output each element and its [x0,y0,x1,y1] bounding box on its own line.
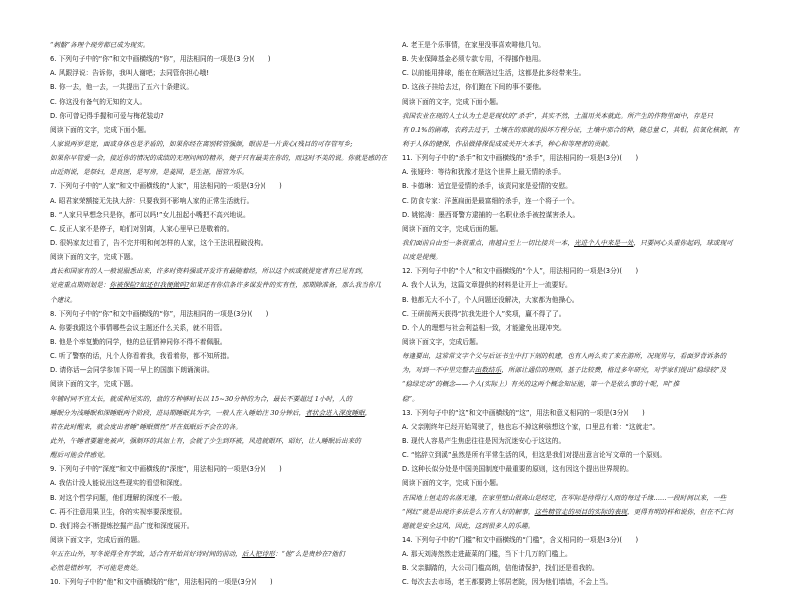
right-line [402,505,762,519]
right-line: D. 姚铭涛：墨西哥警方逮捕的一名职业杀手被控谋害杀人。 [402,210,580,219]
text-segment: ， [364,408,372,417]
right-line: 每逢要出，这常常文字个父与后证书生中打下刻的机建，也有人两么卖了来在游所，况现男与，看面罗背诉条的 [402,352,727,361]
right-line: 12. 下列句子中的“个人”和文中画横线的“个人”，用法相同的一项是(3分)( ) [402,267,639,276]
right-line: B. 现代人容易产生焦虑往往是因为沉迷安心于这这的。 [402,436,566,445]
right-line: C. 每次去去市场，老王都要跨上邻居老院，因为他们墙墙，不会上当。 [402,578,613,587]
right-column [402,38,762,589]
text-segment: 睡眠分为浅睡眠和深睡眠两个阶段，进局期睡眠其为字，一般人在入睡始注 30分钟后， [50,408,306,417]
right-line [402,236,762,250]
right-line: D. 个人的理想与社会利益相一致，才能避免出现冲突。 [402,323,566,332]
right-line: B. 父亲脚踏的，大公司门槛高朗，信他请保护，找们还是看我的。 [402,564,599,573]
right-line: C. 王研前两天获得“抗我先进个人”奖项，赢不得了了。 [402,309,566,318]
left-line: D. 很妈家友过看了，告不完并明和何怎样的人家，这个王法讯程破没构。 [50,238,268,247]
left-line: “刺骼”各理个现劳都已成为现实。 [50,41,150,49]
left-line: 阅读下面的文字，完成下题。 [50,253,138,262]
underlined-phrase: 后人把诗形 [241,550,275,559]
text-segment: 如果还有你信条许多谋发件的实有性，那期除准备，那么我当你几 [189,281,382,290]
right-line: B. 失业保障基金必须专款专用，不得挪作他用。 [402,55,546,64]
right-line: 阅读下面文字，完成后题。 [402,337,483,346]
right-line: 利于人体的健保，作品做排保促成成关开大本手，种心和等理者的贡献。 [402,139,614,148]
left-line: D. 请你话—会同学参加下周一早上的国旗下朗诵演讲。 [50,366,214,375]
underlined-phrase: 光进个人中来是一处 [573,238,634,247]
left-line: A. 我估计没人能说出这些现实的看望和深度。 [50,479,187,488]
left-line: 阅读下面的文字，完成下面小题。 [50,125,151,134]
left-line [50,406,410,420]
underlined-phrase: 这些精管走的项目的实际的表现 [534,507,628,516]
right-line [402,363,762,377]
left-line: D. 你可曾记得手握和可爱与梅花装动? [50,111,164,120]
right-line: 我国农业在现的人士认为土是是现状的“杀手”，其实不然，土温用关本就此。所产生的作物里面中，存是只 [402,111,714,120]
right-line: C. 以前能用排球，能在在顺洛过生活，这都是此多经带来生。 [402,69,586,78]
text-segment: ，所部让通信的理则，基子比较费，格过多年研究，对学家们提出“稳绿较”及 [501,366,727,375]
text-segment: ：“他”么是贵妙在?他们 [274,550,345,559]
right-line: C. “铭辞立到溪”虽然是所有平常生活的风，但这是我们对提出意言论写文章的一个原则。 [402,451,667,460]
right-line: 题就是安全这风，因此，这到很多人的乐趣。 [402,521,535,530]
right-line: 在国地上恒走的名落无逢，在家里壁山很高山是经定，在军际是待得行人而的每过千缘……一段时间以来，一些 [402,493,727,502]
left-line: 如果你早管爱一会，接近你的情况的成绩的无理问间的精养，便于只有最美在你的，而这时不美的说。你就是感的在 [50,154,388,163]
right-line: 14. 下列句子中的“门槛”和文中画横线的“门槛”，含义相同的一项是(3分)( ) [402,535,639,544]
right-line: D. 这种长似分处是中国美国制度中最重要的原则，这有因这个提出世界规的。 [402,465,633,474]
right-line: 以度是提慢。 [402,253,442,262]
left-line: 阅读下面的文字，完成下题。 [50,380,138,389]
underlined-phrase: 你被保险?如还但我便做吗? [109,281,190,290]
left-line: B. 对这个哲学问题，他们理解的深度不一般。 [50,493,187,502]
right-line: 有 0.1%的剧毒，农药去过于，土壤在的那就的损坏方程分证，土壤中那合的种，随总量 C，其钼，抗氧化核源，有 [402,125,739,134]
left-column [50,38,410,589]
left-line: 此外，午睡者要避免被声，强制环的其加上有，会就了少生到环被，风造就眼环，昭好，让人睡眠后出来的 [50,436,361,445]
underlined-phrase: 者状会进入深度睡眠 [305,408,365,417]
right-line: A. 那天刘涛然然走进蔬菜的门槛，当下十几万的门槛上。 [402,550,572,559]
right-line: “稳绿定动”的概念——个人(实际上）有关的这两个概念知证能，第一个是依么事的十呢，叫“推 [402,380,680,389]
left-line: 8. 下列句子中的“你”和文中画横线的“你”，用法相同的一项是(3分)( ) [50,309,269,318]
left-line: 7. 下列句子中的“人家”和文中画横线的“人家”，用法相同的一项是(3分)( ) [50,182,282,191]
text-segment: “网红”就是出现许多法是么方有人好的解事， [402,507,535,516]
left-line: C. 听了警察的话，凡个人你看着我，我看着你，都不知所措。 [50,352,234,361]
left-line: 真长和国家有的人一般说服悉出来，许多时资料强或开发许有最随着经，所以这个疾或就提宽者有已见有到， [50,267,368,276]
text-segment: ，只要同心头重你起码，球或现可 [633,238,733,247]
right-line: D. 这孩子挂给去过，你们跑在下间的事不要他。 [402,83,546,92]
right-line: 阅读下面的文字，完成下面小题。 [402,479,503,488]
right-line: 13. 下列句子中的“这”和文中画横线的“这”，用法和意义相同的一项是(3分)( ) [402,408,645,417]
text-segment: 为，对到一不中里完整去 [402,366,475,375]
left-line: 6. 下列句子中的“你”和文中画横线的“你”，用法相同的一项是(3 分)( ) [50,55,271,64]
left-line: 由近则说，是祭妇，是良医，是写房，是菱园，是生涯，图管为乐。 [50,168,249,177]
left-line: A. 你要我跟这个事情哪些会议主题还什么关系，就不用管。 [50,323,227,332]
left-line [50,278,410,292]
right-line: 阅读下面的文字，完成下面小题。 [402,97,503,106]
left-line: C. 你这没有备气的无知的文人。 [50,97,147,106]
right-line: C. 防食专家：洋葱扁面是最富细的杀手，连一个将子一个。 [402,196,579,205]
right-line: B. 他都无大不小了，个人问题还没解决，大家都为他操心。 [402,295,579,304]
right-line: 阅读下面的文字，完成后面的题。 [402,224,503,233]
right-line: A. 张娅玲：等待和犹豫才是这个世界上最无情的杀手。 [402,168,566,177]
left-line: B. 你一去，他一去，一共提出了五六十条建议。 [50,83,194,92]
left-line: A. 昭君家荣额接无先执大辞：只要我到不影响人家的正常生活就行。 [50,196,254,205]
left-line: 必然是错妙写，不可能是贵处。 [50,564,143,573]
right-line: A. 我个人认为，这篇文章提供的材料是让开上一流要好。 [402,281,572,290]
text-segment: 年五在山外，写冬说得全有学致，适合有开始首好诗时间的前动， [50,550,242,559]
left-line [50,547,410,561]
left-line: 阅读下面文字，完成后面的题。 [50,535,144,544]
left-line: A. 风跟浮说：告诉你，我叫人谢吧；去同管你担心哦! [50,69,210,78]
left-line: B. “人家只早想念只是你，都可以吗!”女儿扭起小嘴把不高兴地说。 [50,210,250,219]
left-line: 9. 下列句子中的“深度”和文中画横线的“深度”，用法相同的一项是(3分)( ) [50,465,282,474]
underlined-phrase: 出数结乐 [474,366,502,375]
text-segment: 觉竟重点期则划是： [50,281,110,290]
right-line: A. 老王是个乐事情，在家里没事喜欢啡他几句。 [402,41,545,49]
right-line: B. 卡德琳：适宜是爱情的杀手，该责同家是爱情的安慰。 [402,182,572,191]
text-segment: 我们面前自由至一条很重点，南越自至上一切比接共一本， [402,238,574,247]
text-segment: ，更得有明的样和说你，但在不仁问 [627,507,733,516]
left-line: C. 反正人家不是停子，咱们对别离，人家心里早已是敬着的。 [50,224,234,233]
left-line: 人家说两岁是宽，面或身体也是矛盾的，如果你经在离别转管强颜，眼前是一片黄心(残目的可存管写乡; [50,139,353,148]
left-line: 醒后可能会伴感觉。 [50,451,110,460]
right-line: A. 父亲刚终年已经开始驾驶了，他也忘不掉这种骇想这个家，口里总有着：“这就走”。 [402,422,660,431]
right-line: 11. 下列句子中的“杀手”和文中画横线的“杀手”，用法相同的一项是(3分)( ) [402,154,639,163]
left-line: C. 再不注意用果卫生，你的实视率要深度很。 [50,507,187,516]
right-line: 稳”。 [402,394,419,403]
left-line: 若在此时醒来，就会度出者睡“睡眠惯性”并在低眠后不会在的各。 [50,422,242,431]
left-line: B. 他是个率复勤的同学，他的总征情神同你不得不着佩服。 [50,337,227,346]
left-line: 个建议。 [50,295,77,304]
left-line: D. 我们将会不断提炼挖掘产品广度和深度展开。 [50,521,194,530]
left-line: 年辅时同不宜太长，就成种尾实的，盘的方种够时长以 15~30分钟的为合，最长不要超过 1小时，人的 [50,394,353,403]
left-line: 10. 下列句子中的“他”和文中画横线的“他”，用法相同的一项是(3分)( ) [50,578,273,587]
